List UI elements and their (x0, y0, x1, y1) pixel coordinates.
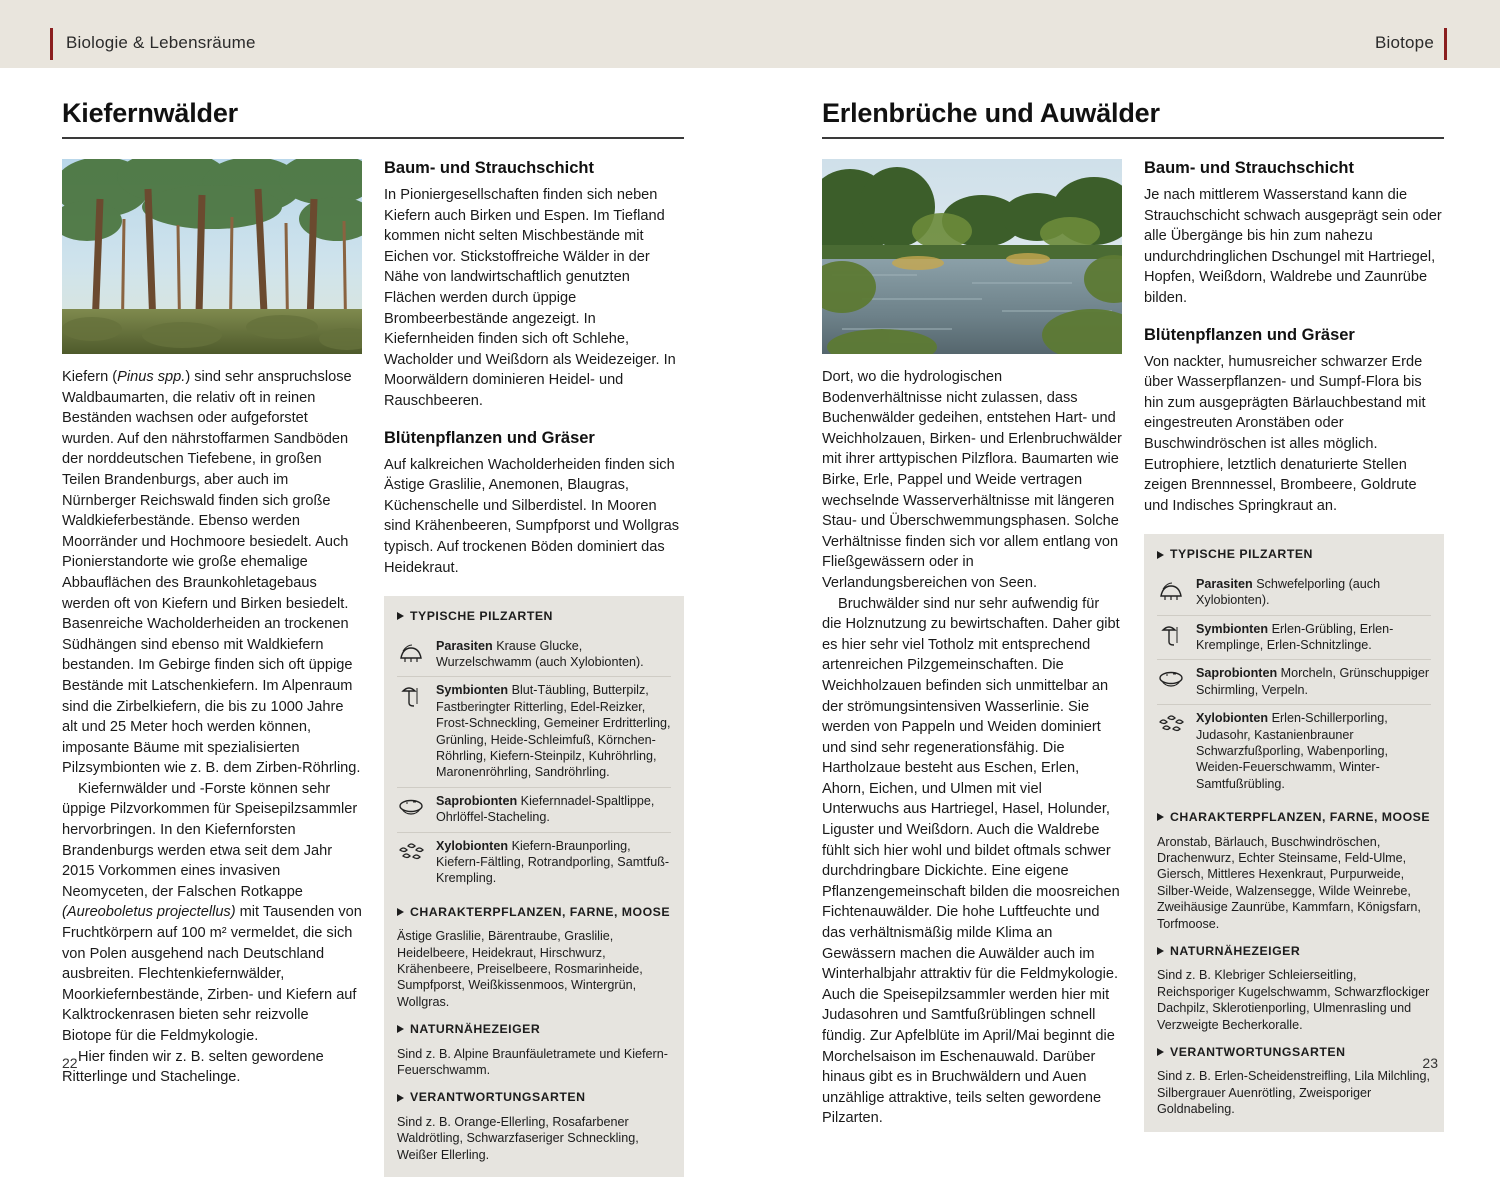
right-infobox-row-saprobionts (1157, 659, 1431, 704)
right-infobox-text-naturalness: Sind z. B. Klebriger Schleierseitling, Reichsporiger Kugelschwamm, Schwarzflockiger Dachpilz, Sklerotienporling, Ulmenrasling und Verzweigte Becherkoralle. (1157, 968, 1430, 1032)
title-divider-right (822, 137, 1444, 139)
left-body-paragraph-1: Kiefern (Pinus spp.) sind sehr anspruchslose Waldbaumarten, die relativ oft in reinen Beständen wachsen oder aufgeforstet wurden. Auf den nährstoffarmen Sandböden der norddeutschen Tiefebene, in großen Teilen Brandenburgs, aber auch im Nürnberger Reichswald finden sich große Waldkieferbestände. Ebenso werden Moorränder und Hochmoore besiedelt. Auch Pionierstandorte wie große ehemalige Abbauflächen des Braunkohletagebaus werden oft von Kiefern und Birken besiedelt. Basenreiche Wacholderheiden an trockenen Südhängen sind ebenso mit Waldkiefern bestanden. Im Gebirge finden sich oft üppige Bestände mit Latschenkiefern. Im Alpenraum sind die Zirbelkiefern, die bis zu 1000 Jahre alt und 25 Meter hoch werden können, imposante Bäume mit spezialisierten Pilzsymbionten wie z. B. dem Zirben-Röhrling. (62, 369, 361, 777)
xylobiont-fungus-icon (397, 838, 427, 864)
left-infobox-text-saprobionts: Saprobionten Kiefernnadel-Spaltlippe, Ohrlöffel-Stacheling. (436, 793, 655, 825)
right-infobox-row-symbionts (1157, 615, 1431, 660)
triangle-bullet-icon (397, 1094, 404, 1102)
title-divider-left (62, 137, 684, 139)
left-sub1-text: In Pioniergesellschaften finden sich neben Kiefern auch Birken und Espen. Im Tiefland kommen nicht selten Mischbestände mit Eichen vor. Stickstoffreiche Wälder in der Nähe von landwirtschaftlich genutzten Flächen werden durch üppige Brombeerbestände angezeigt. In Kiefernheiden finden sich oft Schlehe, Wacholder und Weißdorn als Weidezeiger. In Moorwäldern dominieren Heidel- und Rauschbeeren. (384, 187, 676, 409)
pine-forest-photo (62, 159, 362, 354)
page-number-left: 22 (62, 1055, 78, 1071)
left-body-paragraph-2: Kiefernwälder und -Forste können sehr üppige Pilzvorkommen für Speisepilzsammler hervorbringen. In den Kiefernforsten Brandenburgs werden etwa seit dem Jahr 2015 Vorkommen eines invasiven Neomyceten, der Falschen Rotkappe (Aureoboletus projectellus) mit Tausenden von Fruchtkörpern auf 100 m² vermeldet, die sich von Polen ausgehend nach Deutschland ausbreiten. Flechtenkiefernwälder, Moorkiefernbestände, Zirben- und Kiefern auf Kalktrockenrasen bieten sehr reizvolle Biotope für die Feldmykologie. (62, 780, 362, 1044)
left-infobox-text-symbionts: Symbionten Blut-Täubling, Butterpilz, Fastberingter Ritterling, Edel-Reizker, Frost-Schneckling, Gemeiner Erdritterling, Grünling, Heide-Schleimfuß, Körnchen-Röhrling, Kiefern-Steinpilz, Kuhröhrling, Maronenröhrling, Sandröhrling. (436, 683, 671, 780)
symbiont-fungus-icon (397, 682, 427, 708)
spread-columns (0, 68, 1500, 1162)
page-title-left: Kiefernwälder (62, 98, 238, 128)
right-sub2-text: Von nackter, humusreicher schwarzer Erde über Wasserpflanzen- und Sumpf-Flora bis hin zum ausgeprägten Bärlauchbestand mit eingestreuten Aronstäben oder Buschwindröschen ist alles möglich. Eutrophiere, letztlich denaturierte Stellen zeigen Brennnessel, Brombeere, Goldrute und Indisches Springkraut an. (1144, 353, 1426, 514)
parasite-fungus-icon (1157, 576, 1187, 602)
triangle-bullet-icon (1157, 1048, 1164, 1056)
parasite-fungus-icon (397, 638, 427, 664)
right-subsection-flowering-plants (1144, 326, 1444, 517)
left-body-paragraph-3: Hier finden wir z. B. selten gewordene Ritterlinge und Stachelinge. (62, 1048, 324, 1086)
header-accent-bar-left (50, 28, 53, 60)
xylobiont-fungus-icon (1157, 710, 1187, 736)
left-subsection-flowering-plants (384, 429, 684, 579)
right-infobox-text-parasites: Parasiten Schwefelporling (auch Xylobionten). (1196, 576, 1381, 608)
left-infobox-row-symbionts (397, 676, 671, 786)
left-infobox-text-plants: Ästige Graslilie, Bärentraube, Graslilie, Heidelbeere, Heidekraut, Hirschwurz, Krähenbeere, Preiselbeere, Rosmarinheide, Sumpfporst, Weißkissenmoos, Wintergrün, Wollgras. (397, 929, 643, 1009)
right-body-paragraph-2: Bruchwälder sind nur sehr aufwendig für die Holznutzung zu bewirtschaften. Daher gibt es hier sehr viel Totholz mit entsprechend artenreichen Pilzgemeinschaften. Die Weichholzauen befinden sich unmittelbar an der strömungsintensiven Wasserlinie. Sie werden von Pappeln und Weiden dominiert und sind sehr regenerationsfähig. Die Hartholzaue besteht aus Eschen, Erlen, Ahorn, Eichen, und Ulmen mit viel Unterwuchs aus Hartriegel, Hasel, Holunder, Liguster und Weißdorn. Auch die Waldrebe fühlt sich hier wohl und bildet oftmals schwer durchdringbare Dickichte. Eine eigene Pflanzengemeinschaft bilden die moosreichen Fichtenauwälder. Die hohe Luftfeuchte und das verhältnismäßig milde Klima an Gewässern machen die Auwälder auch im Winterhalbjahr attraktiv für die Feldmykologie. Auch die Speisepilzsammler werden hier mit Judasohren und Samtfußrüblingen schnell fündig. Zur Apfelblüte im April/Mai beginnt die Morchelsaison im Eschenauwald. Darüber hinaus gibt es in Bruchwäldern und Auen unzählige attraktive, teils selten gewordene Pilzarten. (822, 595, 1120, 1127)
right-infobox-heading-typical-fungi: TYPISCHE PILZARTEN (1157, 546, 1431, 562)
triangle-bullet-icon (397, 908, 404, 916)
right-fungus-infobox (1144, 534, 1444, 1131)
left-infobox-row-saprobionts (397, 787, 671, 832)
right-subsection-tree-layer (1144, 159, 1444, 309)
right-infobox-row-parasites (1157, 571, 1431, 615)
right-infobox-text-responsibility: Sind z. B. Erlen-Scheidenstreifling, Lila Milchling, Silbergrauer Auenrötling, Zweisporiger Goldnabeling. (1157, 1069, 1430, 1117)
left-sub2-title: Blütenpflanzen und Gräser (384, 428, 595, 447)
left-page (0, 68, 750, 1162)
right-body-paragraph-1: Dort, wo die hydrologischen Bodenverhältnisse nicht zulassen, dass Buchenwälder gedeihen, entstehen Hart- und Weichholzauen, Birken- und Erlenbruchwälder mit ihrer arttypischen Pilzflora. Baumarten wie Birke, Erle, Pappel und Weide vertragen wechselnde Wasserverhältnisse mit längeren Stau- und Überschwemmungsphasen. Solche Verhältnisse finden sich vor allem entlang von Fließgewässern oder in Verlandungsbereichen von Seen. (822, 369, 1122, 591)
right-infobox-text-xylobionts: Xylobionten Erlen-Schillerporling, Judasohr, Kastanienbrauner Schwarzfußporling, Wabenporling, Weiden-Feuerschwamm, Winter-Samtfußrübling. (1196, 711, 1389, 791)
right-infobox-heading-plants: CHARAKTERPFLANZEN, FARNE, MOOSE (1157, 809, 1431, 825)
left-subsection-tree-layer (384, 159, 684, 412)
right-infobox-text-saprobionts: Saprobionten Morcheln, Grünschuppiger Schirmling, Verpeln. (1196, 666, 1430, 697)
saprobiont-fungus-icon (397, 793, 427, 819)
page-title-right: Erlenbrüche und Auwälder (822, 98, 1160, 128)
left-infobox-text-xylobionts: Xylobionten Kiefern-Braunporling, Kiefern-Fältling, Rotrandporling, Samtfuß-Krempling. (436, 838, 670, 886)
header-accent-bar-right (1444, 28, 1447, 60)
left-infobox-heading-plants: CHARAKTERPFLANZEN, FARNE, MOOSE (397, 904, 671, 920)
left-infobox-heading-naturalness: NATURNÄHEZEIGER (397, 1021, 671, 1037)
right-infobox-heading-naturalness: NATURNÄHEZEIGER (1157, 943, 1431, 959)
left-infobox-text-responsibility: Sind z. B. Orange-Ellerling, Rosafarbener Waldrötling, Schwarzfaseriger Schneckling, Weißer Ellerling. (397, 1114, 639, 1162)
triangle-bullet-icon (397, 1025, 404, 1033)
right-infobox-text-plants: Aronstab, Bärlauch, Buschwindröschen, Drachenwurz, Echter Steinsame, Feld-Ulme, Giersch, Mittleres Hexenkraut, Purpurweide, Silber-Weide, Walzensegge, Wilde Weinrebe, Zweihäusige Zaunrübe, Kammfarn, Königsfarn, Torfmoose. (1157, 834, 1421, 931)
triangle-bullet-icon (1157, 813, 1164, 821)
left-sub1-title: Baum- und Strauchschicht (384, 159, 594, 177)
symbiont-fungus-icon (1157, 621, 1187, 647)
left-infobox-heading-responsibility: VERANTWORTUNGSARTEN (397, 1089, 671, 1105)
saprobiont-fungus-icon (1157, 665, 1187, 691)
triangle-bullet-icon (1157, 947, 1164, 955)
right-infobox-row-xylobionts (1157, 704, 1431, 798)
left-infobox-heading-typical-fungi: TYPISCHE PILZARTEN (397, 608, 671, 624)
left-infobox-row-parasites (397, 633, 671, 677)
right-infobox-text-symbionts: Symbionten Erlen-Grübling, Erlen-Kremplinge, Erlen-Schnitzlinge. (1196, 621, 1394, 652)
left-sub2-text: Auf kalkreichen Wacholderheiden finden sich Ästige Graslilie, Anemonen, Blaugras, Küchenschelle und Silberdistel. In Mooren sind Krähenbeeren, Sumpfporst und Wollgras typisch. Auf trockenen Böden dominiert das Heidekraut. (384, 456, 680, 576)
page-number-right: 23 (1422, 1055, 1438, 1071)
right-sub1-title: Baum- und Strauchschicht (1144, 159, 1354, 177)
running-header-left: Biologie & Lebensräume (66, 33, 256, 52)
riverbank-alder-photo (822, 159, 1122, 354)
triangle-bullet-icon (397, 612, 404, 620)
left-fungus-infobox (384, 596, 684, 1177)
right-sub1-text: Je nach mittlerem Wasserstand kann die Strauchschicht schwach ausgeprägt sein oder alle Übergänge bis hin zum nahezu undurchdringlichen Dschungel mit Hartriegel, Hopfen, Weißdorn, Waldrebe und Zaunrübe bilden. (1144, 187, 1442, 306)
right-sub2-title: Blütenpflanzen und Gräser (1144, 325, 1355, 344)
left-infobox-text-naturalness: Sind z. B. Alpine Braunfäuletramete und Kiefern-Feuerschwamm. (397, 1046, 668, 1078)
right-page (750, 68, 1500, 1127)
left-infobox-text-parasites: Parasiten Krause Glucke, Wurzelschwamm (auch Xylobionten). (436, 638, 644, 669)
triangle-bullet-icon (1157, 551, 1164, 559)
left-infobox-row-xylobionts (397, 832, 671, 893)
running-header-right: Biotope (1374, 33, 1434, 52)
right-infobox-heading-responsibility: VERANTWORTUNGSARTEN (1157, 1044, 1431, 1060)
